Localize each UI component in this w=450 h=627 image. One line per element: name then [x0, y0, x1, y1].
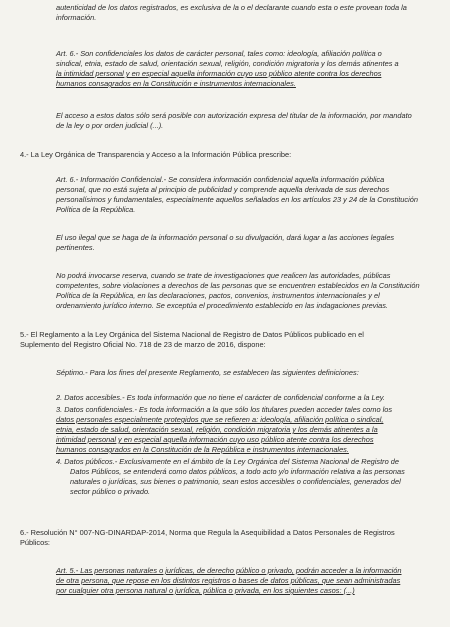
- definition-3-line: 3. Datos confidenciales.- Es toda información a la que sólo los titulares pueden acceder tales como los: [56, 405, 393, 414]
- definition-4-line: 4. Datos públicos.- Exclusivamente en el ámbito de la Ley Orgánica del Sistema Nacional de Registro de: [56, 457, 400, 466]
- art5-line: por cualquier otra persona natural o jurídica, pública o privada, en los siguientes casos: (...): [56, 586, 355, 595]
- lotaip-art6-line: Art. 6.- Información Confidencial.- Se considera información confidencial aquella información pública: [56, 175, 385, 184]
- art6-line: sindical, etnia, estado de salud, orientación sexual, religión, condición migratoria y los demás atinentes a: [56, 59, 399, 68]
- definition-4-line: Datos Públicos, se entenderá como datos públicos, a todo acto y/o información relativa a las personas: [70, 467, 405, 476]
- definition-3-line: humanos consagrados en la Constitución de la República e instrumentos internacionales.: [56, 445, 349, 454]
- definition-3-line: datos personales especialmente protegidos que se refieren a: ideología, afiliación política o sindical,: [56, 415, 384, 424]
- definition-3-line: intimidad personal y en especial aquella información cuyo uso público atente contra los derechos: [56, 435, 374, 444]
- reserva-line: ordenamiento jurídico interno. Se exceptúa el procedimiento establecido en las indagaciones previas.: [56, 301, 388, 310]
- art5-line: Art. 5.- Las personas naturales o jurídicas, de derecho público o privado, podrán acceder a la información: [56, 566, 402, 575]
- reserva-line: competentes, sobre violaciones a derechos de las personas que se encuentren establecidos en la Constitución: [56, 281, 420, 290]
- septimo-line: Séptimo.- Para los fines del presente Reglamento, se establecen las siguientes definiciones:: [56, 368, 359, 377]
- reserva-line: No podrá invocarse reserva, cuando se trate de investigaciones que realicen las autoridades, públicas: [56, 271, 391, 280]
- reserva-line: Política de la República, en las declaraciones, pactos, convenios, instrumentos internacionales y el: [56, 291, 380, 300]
- section6-heading: 6.- Resolución N° 007-NG-DINARDAP-2014, Norma que Regula la Asequibilidad a Datos Personales de Registros: [20, 528, 395, 537]
- section6-heading: Públicos:: [20, 538, 50, 547]
- lotaip-art6-line: personal, que no está sujeta al principio de publicidad y comprende aquella derivada de sus derechos: [56, 185, 390, 194]
- uso-ilegal-line: pertinentes.: [56, 243, 95, 252]
- definition-2: 2. Datos accesibles.- Es toda información que no tiene el carácter de confidencial conforme a la Ley.: [56, 393, 385, 402]
- acceso-line: de la ley o por orden judicial (...).: [56, 121, 164, 130]
- definition-4-line: naturales o jurídicas, sus bienes o patrimonio, sean estos accesibles o confidenciales, generados del: [70, 477, 401, 486]
- definition-4-line: sector público o privado.: [70, 487, 151, 496]
- intro-line: información.: [56, 13, 97, 22]
- intro-line: autenticidad de los datos registrados, es exclusiva de la o el declarante cuando esta o este provean toda la: [56, 3, 407, 12]
- lotaip-art6-line: personalísimos y fundamentales, especialmente aquellos señalados en los artículos 23 y 24 de la Constitución: [56, 195, 418, 204]
- acceso-line: El acceso a estos datos sólo será posible con autorización expresa del titular de la información, por mandato: [56, 111, 412, 120]
- section5-heading: 5.- El Reglamento a la Ley Orgánica del Sistema Nacional de Registro de Datos Públicos publicado en el: [20, 330, 364, 339]
- art5-line: de otra persona, que repose en los distintos registros o bases de datos públicas, que sean administradas: [56, 576, 401, 585]
- definition-3-line: etnia, estado de salud, orientación sexual, religión, condición migratoria y los demás atinentes a la: [56, 425, 378, 434]
- art6-line: Art. 6.- Son confidenciales los datos de carácter personal, tales como: ideología, afiliación política o: [56, 49, 382, 58]
- lotaip-art6-line: Política de la República.: [56, 205, 136, 214]
- uso-ilegal-line: El uso ilegal que se haga de la información personal o su divulgación, dará lugar a las acciones legales: [56, 233, 395, 242]
- art6-line: humanos consagrados en la Constitución e instrumentos internacionales.: [56, 79, 296, 88]
- section5-heading: Suplemento del Registro Oficial No. 718 de 23 de marzo de 2016, dispone:: [20, 340, 266, 349]
- art6-line: la intimidad personal y en especial aquella información cuyo uso público atente contra los derechos: [56, 69, 382, 78]
- section4-heading: 4.- La Ley Orgánica de Transparencia y Acceso a la Información Pública prescribe:: [20, 150, 292, 159]
